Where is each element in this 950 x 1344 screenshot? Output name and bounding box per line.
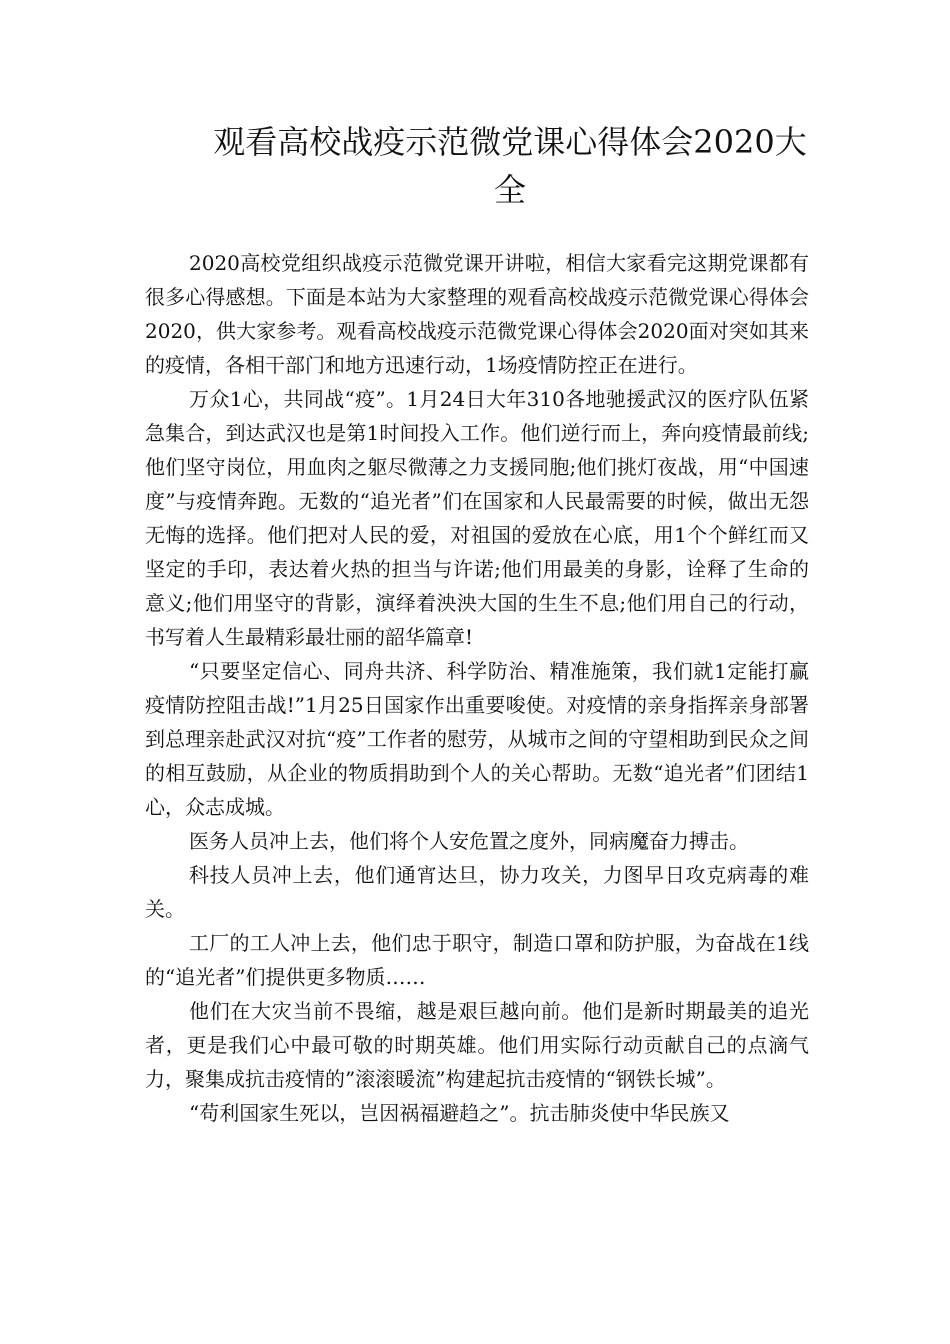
document-body [145,246,809,1130]
paragraph: “苟利国家生死以，岂因祸福避趋之”。抗击肺炎使中华民族又 [189,1101,730,1125]
paragraph: 科技人员冲上去，他们通宵达旦，协力攻关，力图早日攻克病毒的难关。 [145,863,809,921]
paragraph: 他们在大灾当前不畏缩，越是艰巨越向前。他们是新时期最美的追光者，更是我们心中最可敬的时期英雄。他们用实际行动贡献自己的点滴气力，聚集成抗击疫情的”滚滚暖流”构建起抗击疫情的“钢铁长城”。 [145,999,809,1091]
document-title: 观看高校战疫示范微党课心得体会2020大全 [213,123,807,209]
paragraph: 2020高校党组织战疫示范微党课开讲啦，相信大家看完这期党课都有很多心得感想。下面是本站为大家整理的观看高校战疫示范微党课心得体会2020，供大家参考。观看高校战疫示范微党课心得体会2020面对突如其来的疫情，各相干部门和地方迅速行动，1场疫情防控正在进行。 [145,251,809,377]
paragraph: 万众1心，共同战“疫”。1月24日大年310各地驰援武汉的医疗队伍紧急集合，到达武汉也是第1时间投入工作。他们逆行而上，奔向疫情最前线;他们坚守岗位，用血肉之躯尽微薄之力支援同胞;他们挑灯夜战，用“中国速度”与疫情奔跑。无数的“追光者”们在国家和人民最需要的时候，做出无怨无悔的选择。他们把对人民的爱，对祖国的爱放在心底，用1个个鲜红而又坚定的手印，表达着火热的担当与许诺;他们用最美的身影，诠释了生命的意义;他们用坚守的背影，演绎着泱泱大国的生生不息;他们用自己的行动，书写着人生最精彩最壮丽的韶华篇章! [145,387,809,649]
paragraph: “只要坚定信心、同舟共济、科学防治、精准施策，我们就1定能打赢疫情防控阻击战!”1月25日国家作出重要唆使。对疫情的亲身指挥亲身部署到总理亲赴武汉对抗“疫”工作者的慰劳，从城市之间的守望相助到民众之间的相互鼓励，从企业的物质捐助到个人的关心帮助。无数“追光者”们团结1心，众志成城。 [145,659,809,819]
paragraph: 工厂的工人冲上去，他们忠于职守，制造口罩和防护服，为奋战在1线的“追光者”们提供更多物质…… [145,931,809,989]
paragraph: 医务人员冲上去，他们将个人安危置之度外，同病魔奋力搏击。 [189,829,749,853]
